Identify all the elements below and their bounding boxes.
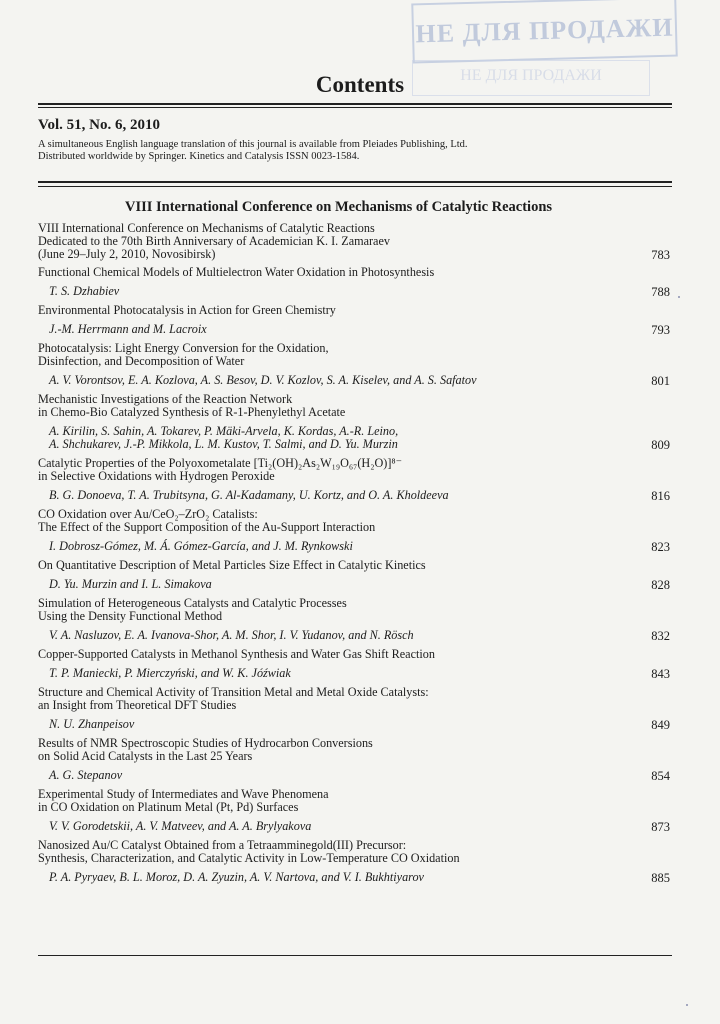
entry-authors-line: J.-M. Herrmann and M. Lacroix — [49, 322, 207, 336]
toc-entry — [38, 342, 670, 387]
toc-entry — [38, 686, 670, 731]
entry-page-number: 793 — [651, 323, 670, 337]
scan-speck — [686, 1004, 688, 1006]
entry-title-line: VIII International Conference on Mechanisms of Catalytic Reactions — [38, 221, 375, 235]
entry-authors-line: N. U. Zhanpeisov — [49, 717, 135, 731]
entry-authors — [38, 871, 670, 884]
entry-title — [38, 597, 670, 623]
toc-entry — [38, 508, 670, 553]
entry-authors-line: V. A. Nasluzov, E. A. Ivanova-Shor, A. M. Shor, I. V. Yudanov, and N. Rösch — [49, 628, 414, 642]
entry-title-line: Experimental Study of Intermediates and Wave Phenomena — [38, 787, 329, 801]
not-for-sale-stamp-shadow: НЕ ДЛЯ ПРОДАЖИ — [412, 60, 650, 96]
toc-entry — [38, 457, 670, 502]
entry-title — [38, 788, 670, 814]
entry-page-number: 809 — [651, 438, 670, 452]
entry-title — [38, 648, 670, 661]
entry-title-line: Results of NMR Spectroscopic Studies of Hydrocarbon Conversions — [38, 736, 373, 750]
entry-title-line: Functional Chemical Models of Multielectron Water Oxidation in Photosynthesis — [38, 265, 435, 279]
entry-page-number: 849 — [651, 718, 670, 732]
note-line: A simultaneous English language translation of this journal is available from Pleiades Publishing, Ltd. — [38, 139, 468, 150]
header-rule-bottom — [38, 186, 672, 187]
entry-title-line: The Effect of the Support Composition of the Au-Support Interaction — [38, 520, 376, 534]
toc-entry — [38, 222, 670, 261]
entry-title-line: (June 29–July 2, 2010, Novosibirsk) — [38, 247, 216, 261]
entry-authors — [38, 667, 670, 680]
toc-entry — [38, 304, 670, 336]
entry-authors-line: A. V. Vorontsov, E. A. Kozlova, A. S. Besov, D. V. Kozlov, S. A. Kiselev, and A. S. Safatov — [49, 373, 477, 387]
entry-page-number: 788 — [651, 285, 670, 299]
entry-authors — [38, 540, 670, 553]
entry-title — [38, 839, 670, 865]
entry-title-line: Structure and Chemical Activity of Transition Metal and Metal Oxide Catalysts: — [38, 685, 429, 699]
entry-title-line: Using the Density Functional Method — [38, 609, 223, 623]
contents-list — [38, 222, 670, 884]
entry-authors — [38, 323, 670, 336]
page-title: Contents — [315, 72, 405, 97]
entry-title-line: Catalytic Properties of the Polyoxometalate [Ti₂(OH)₂As₂W₁₉O₆₇(H₂O)]⁸⁻ — [38, 456, 403, 470]
entry-title — [38, 222, 670, 261]
entry-title-line: Dedicated to the 70th Birth Anniversary of Academician K. I. Zamaraev — [38, 234, 390, 248]
title-rule-bottom — [38, 107, 672, 108]
scan-speck — [678, 296, 680, 298]
not-for-sale-stamp: НЕ ДЛЯ ПРОДАЖИ — [411, 0, 677, 63]
toc-entry — [38, 559, 670, 591]
entry-title-line: Copper-Supported Catalysts in Methanol Synthesis and Water Gas Shift Reaction — [38, 647, 435, 661]
entry-title-line: Disinfection, and Decomposition of Water — [38, 354, 245, 368]
entry-title — [38, 342, 670, 368]
entry-title-line: in CO Oxidation on Platinum Metal (Pt, Pd) Surfaces — [38, 800, 299, 814]
entry-authors-line: A. G. Stepanov — [49, 768, 123, 782]
toc-entry — [38, 737, 670, 782]
entry-authors — [38, 820, 670, 833]
entry-authors — [38, 425, 670, 451]
entry-authors-line: T. S. Dzhabiev — [49, 284, 120, 298]
volume-label: Vol. 51, No. 6, 2010 — [38, 117, 160, 133]
entry-authors — [38, 769, 670, 782]
entry-authors — [38, 578, 670, 591]
entry-title — [38, 304, 670, 317]
entry-title-line: CO Oxidation over Au/CeO₂–ZrO₂ Catalists: — [38, 507, 258, 521]
entry-page-number: 828 — [651, 578, 670, 592]
entry-page-number: 832 — [651, 629, 670, 643]
entry-page-number: 843 — [651, 667, 670, 681]
entry-title-line: on Solid Acid Catalysts in the Last 25 Years — [38, 749, 253, 763]
toc-entry — [38, 839, 670, 884]
title-rule-top — [38, 103, 672, 105]
entry-title — [38, 508, 670, 534]
bottom-rule — [38, 955, 672, 956]
entry-authors-line: V. V. Gorodetskii, A. V. Matveev, and A. A. Brylyakova — [49, 819, 312, 833]
entry-title — [38, 266, 670, 279]
entry-title — [38, 737, 670, 763]
entry-title-line: in Chemo-Bio Catalyzed Synthesis of R-1-Phenylethyl Acetate — [38, 405, 346, 419]
entry-title — [38, 686, 670, 712]
entry-authors-line: T. P. Maniecki, P. Mierczyński, and W. K. Jóźwiak — [49, 666, 291, 680]
entry-title — [38, 559, 670, 572]
entry-page-number: 854 — [651, 769, 670, 783]
entry-title-line: On Quantitative Description of Metal Particles Size Effect in Catalytic Kinetics — [38, 558, 426, 572]
entry-page-number: 885 — [651, 871, 670, 885]
section-heading: VIII International Conference on Mechanisms of Catalytic Reactions — [125, 199, 553, 215]
entry-authors — [38, 718, 670, 731]
entry-authors-line: P. A. Pyryaev, B. L. Moroz, D. A. Zyuzin, A. V. Nartova, and V. I. Bukhtiyarov — [49, 870, 424, 884]
entry-title-line: an Insight from Theoretical DFT Studies — [38, 698, 237, 712]
entry-authors — [38, 374, 670, 387]
header-rule-top — [38, 181, 672, 183]
entry-title — [38, 457, 670, 483]
note-line: Distributed worldwide by Springer. Kinetics and Catalysis ISSN 0023-1584. — [38, 151, 360, 162]
entry-page-number: 801 — [651, 374, 670, 388]
entry-authors — [38, 629, 670, 642]
entry-authors-line: A. Kirilin, S. Sahin, A. Tokarev, P. Mäki-Arvela, K. Kordas, A.-R. Leino, — [49, 424, 399, 438]
entry-authors-line: I. Dobrosz-Gómez, M. Á. Gómez-García, and J. M. Rynkowski — [49, 539, 353, 553]
entry-title-line: Synthesis, Characterization, and Catalytic Activity in Low-Temperature CO Oxidation — [38, 851, 460, 865]
entry-title-line: Photocatalysis: Light Energy Conversion for the Oxidation, — [38, 341, 329, 355]
entry-title-line: Simulation of Heterogeneous Catalysts and Catalytic Processes — [38, 596, 347, 610]
entry-authors — [38, 489, 670, 502]
toc-entry — [38, 393, 670, 451]
entry-authors-line: A. Shchukarev, J.-P. Mikkola, L. M. Kustov, T. Salmi, and D. Yu. Murzin — [49, 437, 398, 451]
entry-authors — [38, 285, 670, 298]
entry-title — [38, 393, 670, 419]
toc-entry — [38, 597, 670, 642]
toc-entry — [38, 788, 670, 833]
entry-authors-line: B. G. Donoeva, T. A. Trubitsyna, G. Al-Kadamany, U. Kortz, and O. A. Kholdeeva — [49, 488, 449, 502]
translation-note — [38, 139, 638, 163]
entry-title-line: Nanosized Au/C Catalyst Obtained from a Tetraamminegold(III) Precursor: — [38, 838, 407, 852]
entry-title-line: Environmental Photocatalysis in Action for Green Chemistry — [38, 303, 336, 317]
entry-title-line: Mechanistic Investigations of the Reaction Network — [38, 392, 293, 406]
entry-page-number: 823 — [651, 540, 670, 554]
entry-page-number: 816 — [651, 489, 670, 503]
entry-title-line: in Selective Oxidations with Hydrogen Peroxide — [38, 469, 275, 483]
toc-entry — [38, 266, 670, 298]
entry-authors-line: D. Yu. Murzin and I. L. Simakova — [49, 577, 212, 591]
entry-page-number: 873 — [651, 820, 670, 834]
entry-page-number: 783 — [651, 248, 670, 262]
toc-entry — [38, 648, 670, 680]
